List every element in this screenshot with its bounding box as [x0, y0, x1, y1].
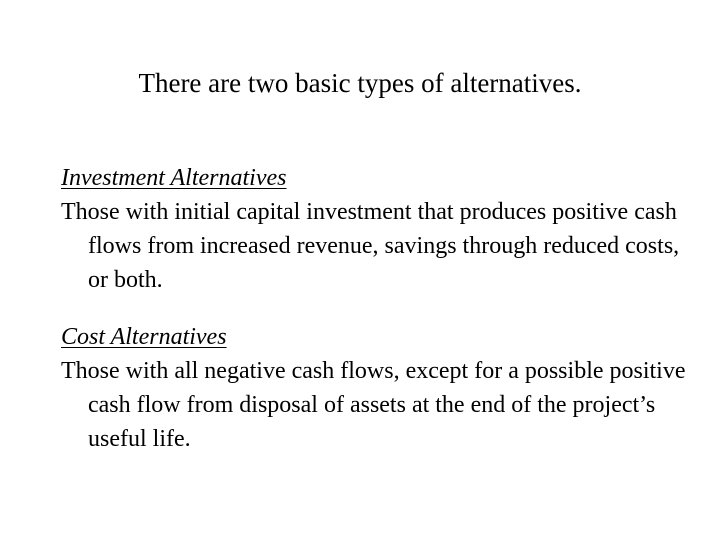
slide-title: There are two basic types of alternatives.	[138, 68, 582, 98]
investment-alternatives-heading: Investment Alternatives	[61, 165, 287, 191]
cost-alternatives-description: Those with all negative cash flows, except for a possible positive cash flow from disposal of assets at the end of the project’s useful life.	[61, 358, 686, 452]
cost-alternatives-section	[61, 320, 701, 456]
investment-alternatives-section	[61, 161, 701, 297]
investment-alternatives-description: Those with initial capital investment that produces positive cash flows from increased revenue, savings through reduced costs, or both.	[61, 199, 680, 293]
cost-alternatives-heading: Cost Alternatives	[61, 324, 227, 350]
